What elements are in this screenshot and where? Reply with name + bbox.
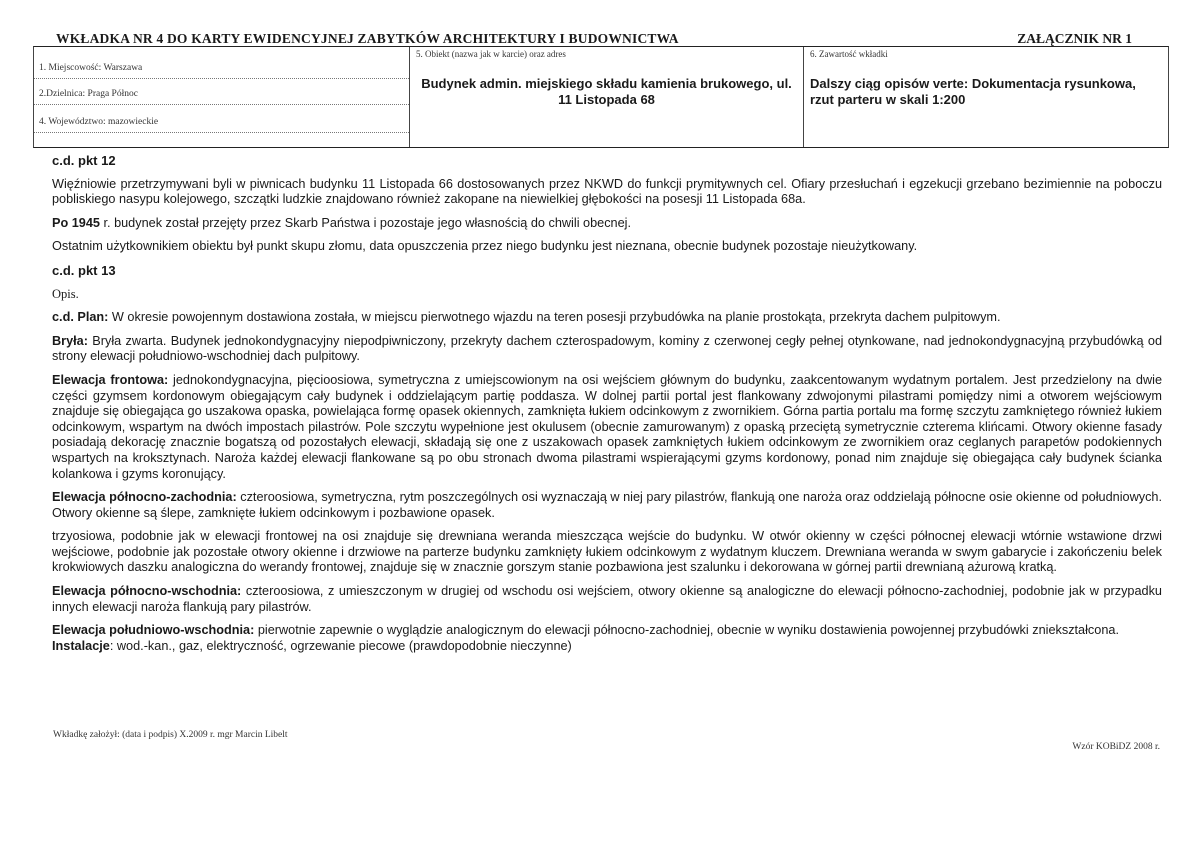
contents-value: Dalszy ciąg opisów verte: Dokumentacja rysunkowa, rzut parteru w skali 1:200	[810, 76, 1136, 107]
section-heading-12: c.d. pkt 12	[52, 153, 116, 168]
paragraph-post-1945-text: r. budynek został przejęty przez Skarb Państwa i pozostaje jego własnością do chwili obecnej.	[99, 215, 632, 230]
document-body	[52, 153, 1162, 654]
paragraph-three-axis: trzyosiowa, podobnie jak w elewacji frontowej na osi znajduje się drewniana weranda mieszcząca wejście do budynku. W otwór okienny w części północnej elewacji wtórnie wstawione drzwi wejściowe, podobnie jak pozostałe otwory okienne i drzwiowe na parterze budynku zamknięty łukiem odcinkowym z wydatnym kluczem. Drewniana weranda w swym gabarycie i zakończeniu belek krokwiowych daszku analogiczna do werandy frontowej, znajduje się w znacznie gorszym stanie pozbawiona jest szalunku i dekorowana w górnej partii drewnianą ażurową kratką.	[52, 529, 1162, 575]
paragraph-front-elevation-lead: Elewacja frontowa:	[52, 372, 169, 387]
paragraph-prisoners: Więźniowie przetrzymywani byli w piwnicach budynku 11 Listopada 66 dostosowanych przez NKWD do funkcji prymitywnych cel. Ofiary przesłuchań i egzekucji grzebano bezimiennie na poboczu pobliskiego nasypu kolejowego, szczątki ludzkie znajdowano również zakopane na niewielkiej głębokości na posesji 11 Listopada 68a.	[52, 176, 1162, 207]
object-column	[410, 47, 804, 147]
contents-column	[804, 47, 1168, 147]
contents-label: 6. Zawartość wkładki	[810, 49, 888, 59]
paragraph-installations-lead: Instalacje	[52, 638, 110, 653]
paragraph-last-user: Ostatnim użytkownikiem obiektu był punkt skupu złomu, data opuszczenia przez niego budynku jest nieznana, obecnie budynek pozostaje nieużytkowany.	[52, 239, 918, 254]
paragraph-opis: Opis.	[52, 286, 79, 301]
paragraph-nw-elevation-lead: Elewacja północno-zachodnia:	[52, 490, 237, 505]
paragraph-front-elevation	[52, 373, 1162, 482]
paragraph-post-1945	[52, 216, 1162, 232]
header-table	[33, 46, 1169, 148]
object-value: Budynek admin. miejskiego składu kamienia brukowego, ul. 11 Listopada 68	[421, 76, 792, 107]
location-column	[34, 47, 410, 147]
paragraph-se-elevation	[52, 623, 1162, 639]
annex-label: ZAŁĄCZNIK NR 1	[1017, 31, 1132, 46]
paragraph-ne-elevation-lead: Elewacja północno-wschodnia:	[52, 584, 242, 599]
paragraph-se-elevation-text: pierwotnie zapewnie o wyglądzie analogicznym do elewacji północno-zachodniej, obecnie w wyniku dostawienia powojennej przybudówki zniekształcona.	[254, 623, 1119, 638]
paragraph-plan	[52, 310, 1162, 326]
paragraph-ne-elevation	[52, 584, 1162, 615]
paragraph-nw-elevation-text: czteroosiowa, symetryczna, rytm poszczególnych osi wyznaczają w niej pary pilastrów, flankują one naroża oraz oddzielają północne osie okienne od południowych. Otwory okienne są ślepe, zamknięte łukiem odcinkowym i pozbawione opasek.	[52, 490, 1162, 520]
paragraph-installations	[52, 639, 1162, 655]
paragraph-plan-text: W okresie powojennym dostawiona została, w miejscu pierwotnego wjazdu na teren posesji przybudówka na planie prostokąta, przekryta dachem pulpitowym.	[108, 310, 1001, 325]
paragraph-front-elevation-text: jednokondygnacyjna, pięcioosiowa, symetryczna z umiejscowionym na osi wejściem głównym do budynku, zaakcentowanym wydatnym portalem. Jest przedzielony na dwie części gzymsem kordonowym obiegającym cały budynek i oddzielającym partię poddasza. W dolnej partii portal jest flankowany zdwojonymi pilastrami pomiędzy nimi a otworem wejściowym znajduje się obiegająca go uszakowa opaska, powielająca formę opasek okiennych, zamknięta łukiem odcinkowym z zwornikiem. Górna partia portalu ma formę szczytu zamkniętego również łukiem odcinkowym, wspartym na dwóch impostach pilastrów. Pole szczytu wypełnione jest okulusem (obecnie zamurowanym) z opaską przeciętą symetrycznie czterema klińcami. Otwory okienne fasady posiadają dekorację znacznie bogatszą od pozostałych elewacji, składają się one z uszakowach opasek zamkniętych łukiem odcinkowym ze zwornikiem oraz ceglanych parapetów podokiennych wspartych na kroksztynach. Naroża każdej elewacji flankowane są po obu stronach dwoma pilastrami wspierającymi gzyms kordonowy, ponad nim znajduje się obiegająca cały budynek ścianka kolankowa i gzyms koronujący.	[52, 372, 1162, 481]
paragraph-se-elevation-lead: Elewacja południowo-wschodnia:	[52, 623, 255, 638]
paragraph-bryla	[52, 334, 1162, 365]
paragraph-ne-elevation-text: czteroosiowa, z umieszczonym w drugiej od wschodu osi wejściem, otwory okienne są analogiczne do elewacji północno-zachodniej, podobnie jak w przypadku innych elewacji naroża flankują pary pilastrów.	[52, 584, 1162, 614]
paragraph-post-1945-lead: Po 1945	[52, 215, 100, 230]
paragraph-bryla-lead: Bryła:	[52, 333, 88, 348]
paragraph-bryla-text: Bryła zwarta. Budynek jednokondygnacyjny niepodpiwniczony, przekryty dachem czterospadowym, kominy z czerwonej cegły pełnej otynkowane, nad jednokondygnacyjną przybudówką od strony elewacji południowo-wschodniej dach pulpitowy.	[52, 333, 1162, 364]
paragraph-installations-text: : wod.-kan., gaz, elektryczność, ogrzewanie piecowe (prawdopodobnie nieczynne)	[109, 638, 572, 653]
district-field: 2.Dzielnica: Praga Północ	[34, 89, 409, 105]
voivodeship-field: 4. Województwo: mazowieckie	[34, 117, 409, 133]
object-label: 5. Obiekt (nazwa jak w karcie) oraz adres	[416, 49, 566, 59]
page-title: WKŁADKA NR 4 DO KARTY EWIDENCYJNEJ ZABYTKÓW ARCHITEKTURY I BUDOWNICTWA	[56, 31, 679, 46]
author-note: Wkładkę założył: (data i podpis) X.2009 r. mgr Marcin Libelt	[53, 730, 288, 740]
paragraph-nw-elevation	[52, 490, 1162, 521]
template-note: Wzór KOBiDZ 2008 r.	[1072, 742, 1160, 752]
paragraph-plan-lead: c.d. Plan:	[52, 310, 109, 325]
section-heading-13: c.d. pkt 13	[52, 262, 116, 278]
town-field: 1. Miejscowość: Warszawa	[34, 63, 409, 79]
